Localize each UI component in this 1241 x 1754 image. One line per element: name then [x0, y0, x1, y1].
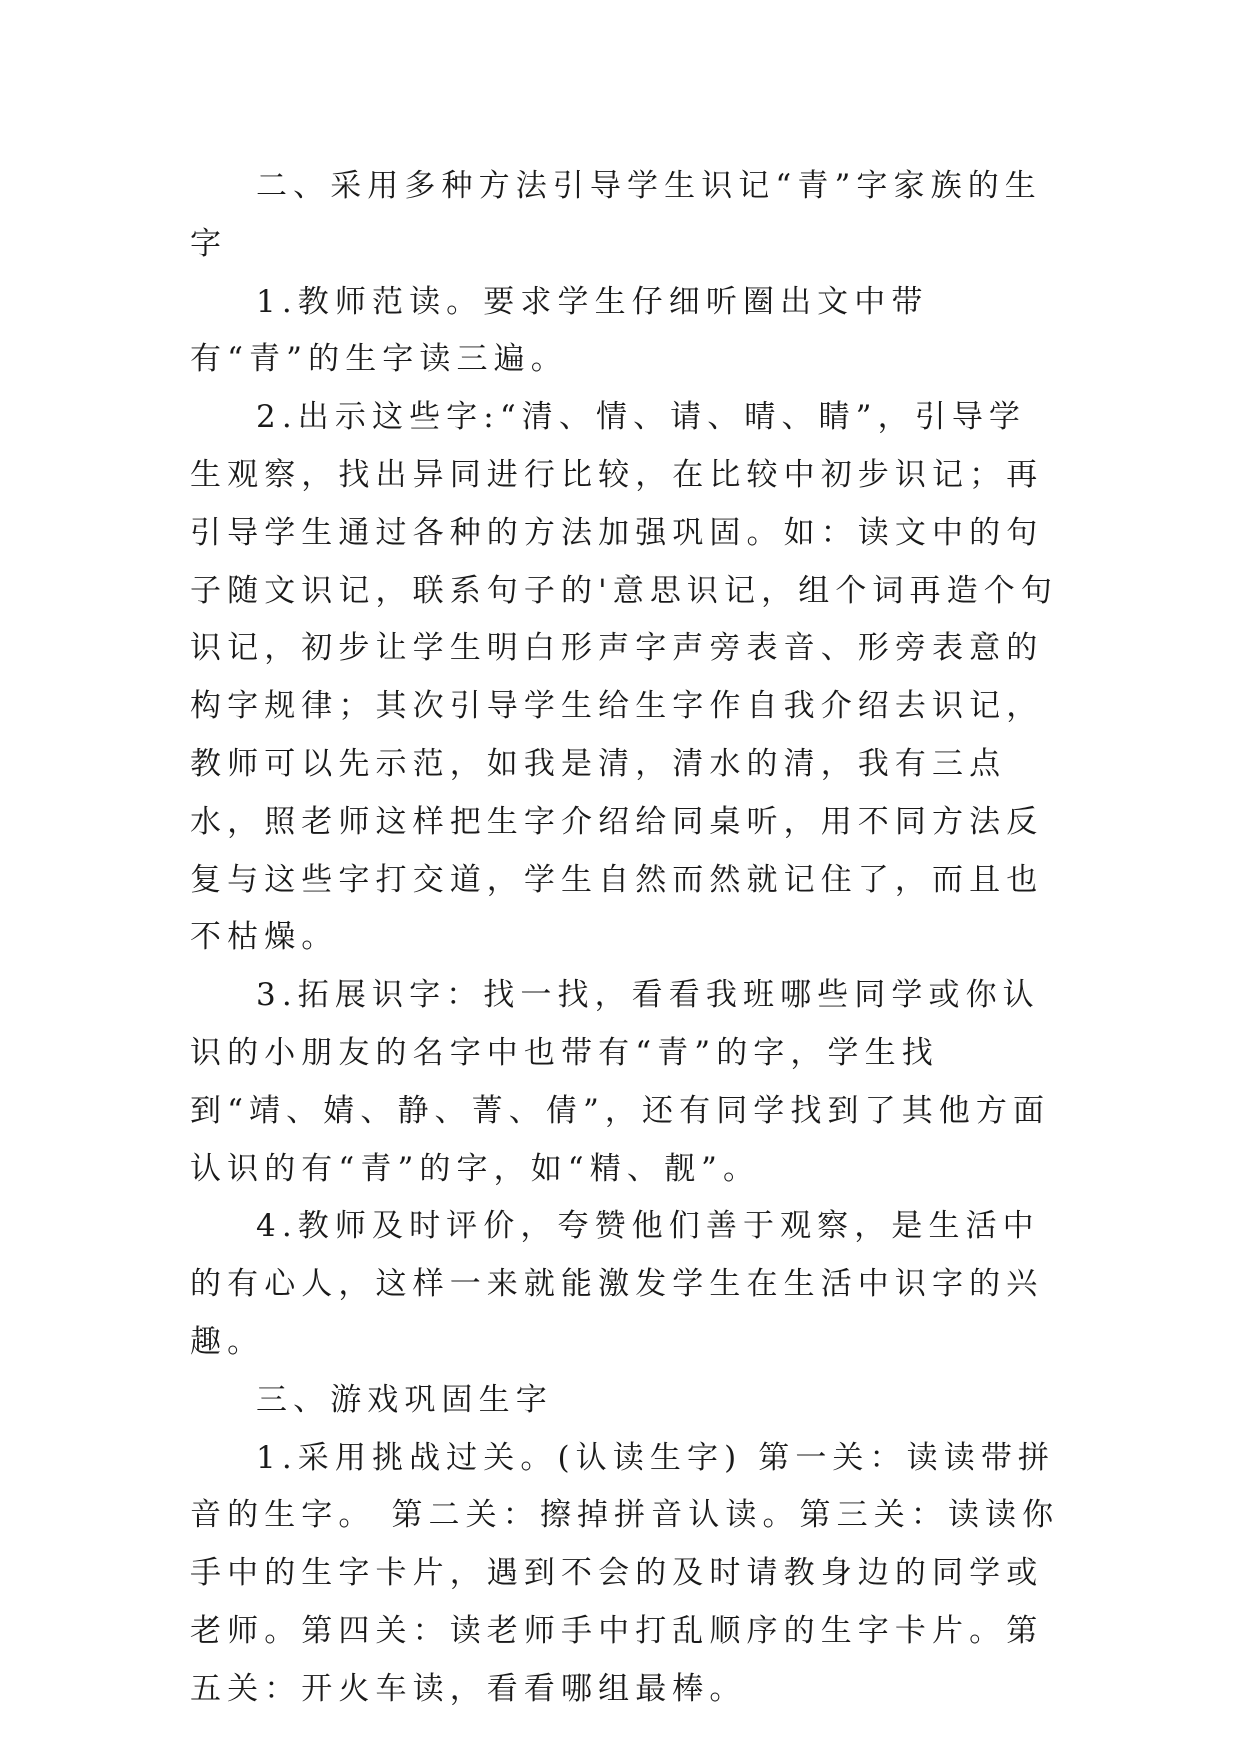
section-heading-2: 二、采用多种方法引导学生识记“青”字家族的生字: [190, 168, 1042, 262]
paragraph-2-2: 2.出示这些字:“清、情、请、晴、睛”，引导学生观察，找出异同进行比较，在比较中初步识记；再引导学生通过各种的方法加强巩固。如：读文中的句子随文识记，联系句子的'意思识记，组个词再造个句识记，初步让学生明白形声字声旁表音、形旁表意的构字规律；其次引导学生给生字作自我介绍去识记，教师可以先示范，如我是清，清水的清，我有三点水，照老师这样把生字介绍给同桌听，用不同方法反复与这些字打交道，学生自然而然就记住了，而且也不枯燥。: [190, 399, 1058, 956]
paragraph-2-1: 1.教师范读。要求学生仔细听圈出文中带有“青”的生字读三遍。: [190, 283, 929, 378]
paragraph-2-3: 3.拓展识字：找一找，看看我班哪些同学或你认识的小朋友的名字中也带有“青”的字，学生找到“靖、婧、静、菁、倩”，还有同学找到了其他方面认识的有“青”的字，如“精、靓”。: [190, 977, 1051, 1187]
document-body: [190, 158, 1060, 1719]
paragraph-2-4: 4.教师及时评价，夸赞他们善于观察，是生活中的有心人，这样一来就能激发学生在生活中识字的兴趣。: [190, 1208, 1044, 1360]
paragraph-3-1: 1.采用挑战过关。(认读生字) 第一关：读读带拼音的生字。 第二关：擦掉拼音认读。第三关：读读你手中的生字卡片，遇到不会的及时请教身边的同学或老师。第四关：读老师手中打乱顺序的生字卡片。第五关：开火车读，看看哪组最棒。: [190, 1439, 1060, 1707]
section-heading-3: 三、游戏巩固生字: [256, 1381, 553, 1418]
